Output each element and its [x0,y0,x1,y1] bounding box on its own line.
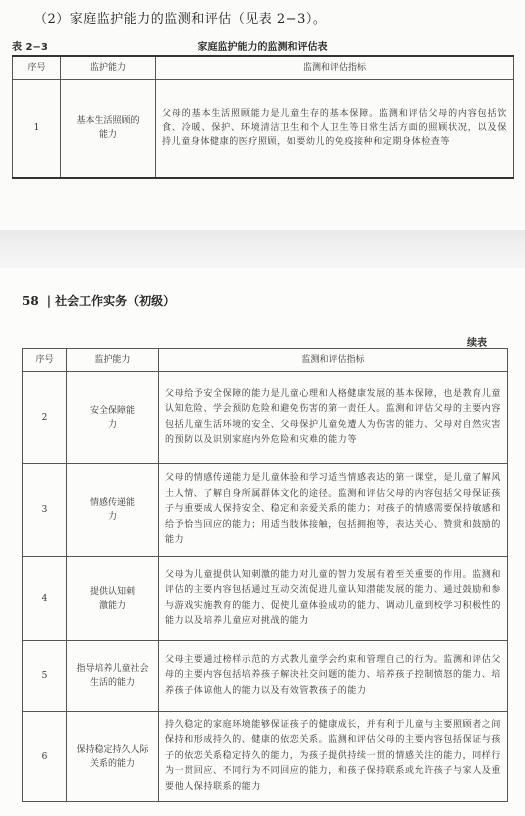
row-indicator: 父母主要通过榜样示范的方式教儿童学会约束和管理自己的行为。监测和评估父母的主要内容包括培养孩子解决社交问题的能力、培养孩子控制愤怒的能力、培养孩子体谅他人的能力以及有效管教孩子的能力 [159,641,508,712]
table-row [23,372,508,464]
table-header-row [13,56,514,80]
row-indicator: 父母的情感传递能力是儿童体验和学习适当情感表达的第一课堂，是儿童了解风土人情、了解自身所属群体文化的途径。监测和评估父母的内容包括父母保证孩子与重要成人保持安全、稳定和亲爱关系的能力；对孩子的情感需要保持敏感和给予恰当回应的能力；用适当肢体接触，包括拥抱等，表达关心、赞赏和鼓励的能力 [159,464,508,557]
table-row [23,464,508,557]
table-title: 家庭监护能力的监测和评估表 [197,42,328,53]
header-ability: 监护能力 [61,56,156,80]
page-gap [0,230,525,268]
running-head [22,292,175,309]
continued-label: 续表 [467,338,487,349]
row-ability: 提供认知刺激能力 [67,557,159,641]
header-index: 序号 [23,349,67,372]
row-indicator: 父母的基本生活照顾能力是儿童生存的基本保障。监测和评估父母的内容包括饮食、冷暖、保护、环境清洁卫生和个人卫生等日常生活方面的照顾状况，以及保持儿童身体健康的医疗照顾，如要幼儿的免疫接种和定期身体检查等 [156,80,514,178]
row-ability: 基本生活照顾的能力 [61,80,156,178]
monitoring-table-part2 [22,348,508,802]
upper-page [0,0,525,230]
row-indicator: 父母给予安全保障的能力是儿童心理和人格健康发展的基本保障，也是教育儿童认知危险、学会预防危险和避免伤害的第一责任人。监测和评估父母的主要内容包括儿童生活环境的安全、父母保护儿童免遭人为伤害的能力、父母对自然灾害的预防以及识别家庭内外危险和灾难的能力等 [159,372,508,464]
page-number: 58 [22,294,39,308]
header-index: 序号 [13,56,61,80]
header-ability: 监护能力 [67,349,159,372]
header-indicator: 监测和评估指标 [159,349,508,372]
row-indicator: 持久稳定的家庭环境能够保证孩子的健康成长，并有利于儿童与主要照顾者之间保持和形成持久的、健康的依恋关系。监测和评估父母的主要内容包括保证与孩子的依恋关系稳定持久的能力，为孩子提供持续一贯的情感关注的能力，同样行为一贯回应、不同行为不同回应的能力，和孩子保持联系或允许孩子与家人及重要他人保持联系的能力 [159,712,508,802]
row-index: 2 [23,372,67,464]
header-divider: | [46,294,52,308]
book-title: 社会工作实务（初级） [55,294,176,308]
table-number: 表 2−3 [12,42,48,53]
row-index: 5 [23,641,67,712]
row-index: 6 [23,712,67,802]
table-caption [12,38,513,54]
section-title: （2）家庭监护能力的监测和评估（见表 2−3）。 [34,12,327,27]
table-row [23,557,508,641]
row-ability: 指导培养儿童社会生活的能力 [67,641,159,712]
row-index: 3 [23,464,67,557]
header-indicator: 监测和评估指标 [156,56,514,80]
table-row [13,80,514,178]
row-indicator: 父母为儿童提供认知刺激的能力对儿童的智力发展有着至关重要的作用。监测和评估的主要内容包括通过互动交流促进儿童认知潜能发展的能力、通过鼓励和参与游戏实施教育的能力、促使儿童体验成功的能力、调动儿童到校学习积极性的能力以及培养儿童应对挑战的能力 [159,557,508,641]
table-header-row [23,349,508,372]
table-row [23,641,508,712]
row-index: 4 [23,557,67,641]
row-ability: 情感传递能力 [67,464,159,557]
row-index: 1 [13,80,61,178]
monitoring-table-part1 [12,55,514,179]
row-ability: 保持稳定持久人际关系的能力 [67,712,159,802]
row-ability: 安全保障能力 [67,372,159,464]
table-row [23,712,508,802]
